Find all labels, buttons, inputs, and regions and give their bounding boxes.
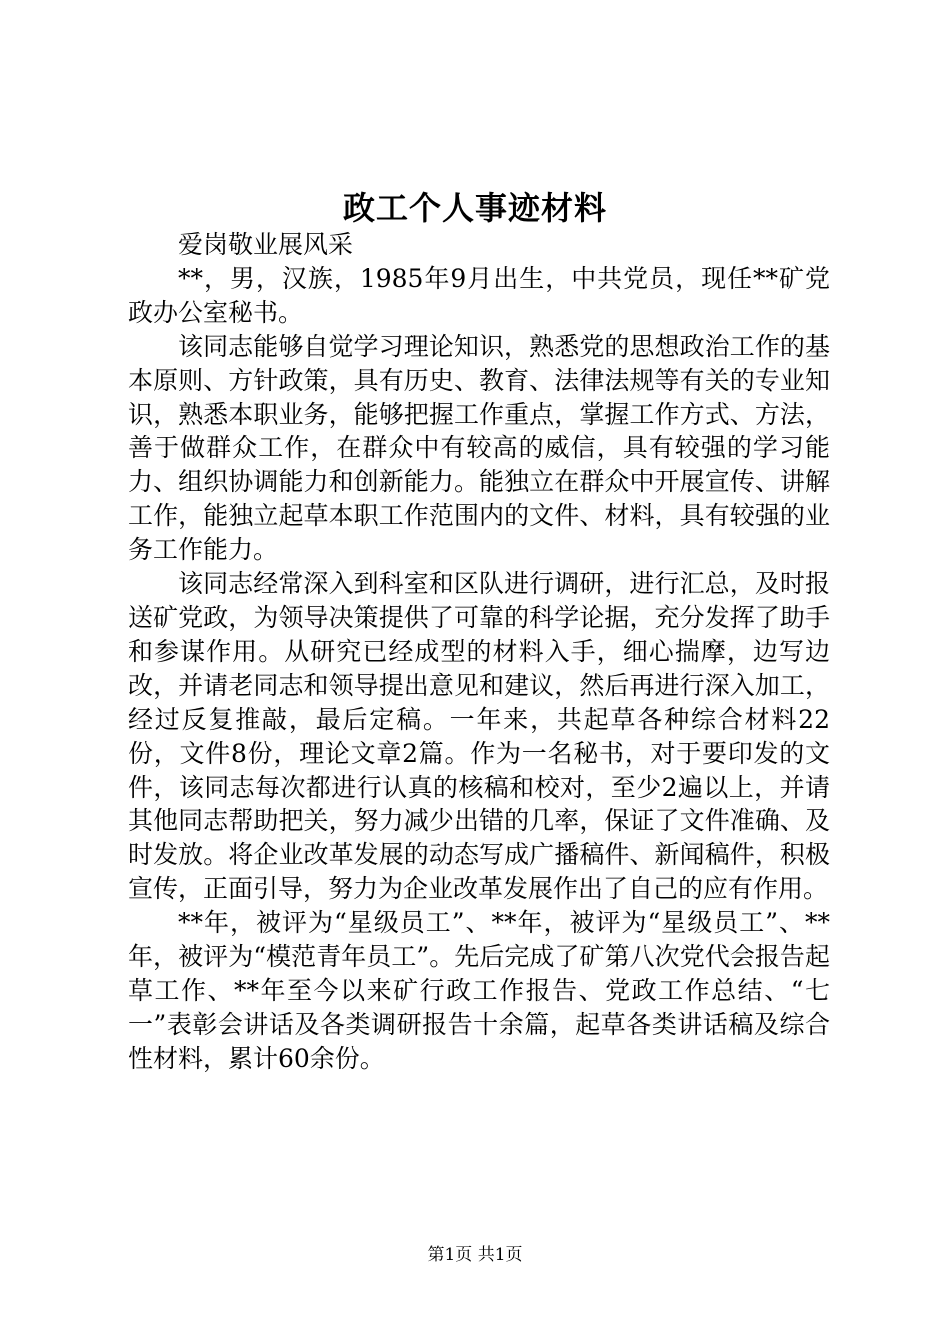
page-number-footer: 第1页 共1页 [427, 1245, 523, 1265]
document-body [128, 228, 830, 1076]
document-title: 政工个人事迹材料 [342, 189, 607, 227]
paragraph-work: 该同志经常深入到科室和区队进行调研，进行汇总，及时报送矿党政，为领导决策提供了可靠的科学论据，充分发挥了助手和参谋作用。从研究已经成型的材料入手，细心揣摩，边写边改，并请老同志和领导提出意见和建议，然后再进行深入加工，经过反复推敲，最后定稿。一年来，共起草各种综合材料22份，文件8份，理论文章2篇。作为一名秘书，对于要印发的文件，该同志每次都进行认真的核稿和校对，至少2遍以上，并请其他同志帮助把关，努力减少出错的几率，保证了文件准确、及时发放。将企业改革发展的动态写成广播稿件、新闻稿件，积极宣传，正面引导，努力为企业改革发展作出了自己的应有作用。 [128, 569, 830, 904]
paragraph-honors: **年，被评为“星级员工”、**年，被评为“星级员工”、**年，被评为“模范青年员工”。先后完成了矿第八次党代会报告起草工作、**年至今以来矿行政工作报告、党政工作总结、“七一”表彰会讲话及各类调研报告十余篇，起草各类讲话稿及综合性材料，累计60余份。 [128, 908, 830, 1073]
document-subtitle: 爱岗敬业展风采 [178, 230, 354, 259]
paragraph-intro: **，男，汉族，1985年9月出生，中共党员，现任**矿党政办公室秘书。 [128, 263, 830, 327]
paragraph-abilities: 该同志能够自觉学习理论知识，熟悉党的思想政治工作的基本原则、方针政策，具有历史、教育、法律法规等有关的专业知识，熟悉本职业务，能够把握工作重点，掌握工作方式、方法，善于做群众工作，在群众中有较高的威信，具有较强的学习能力、组织协调能力和创新能力。能独立在群众中开展宣传、讲解工作，能独立起草本职工作范围内的文件、材料，具有较强的业务工作能力。 [128, 331, 830, 565]
